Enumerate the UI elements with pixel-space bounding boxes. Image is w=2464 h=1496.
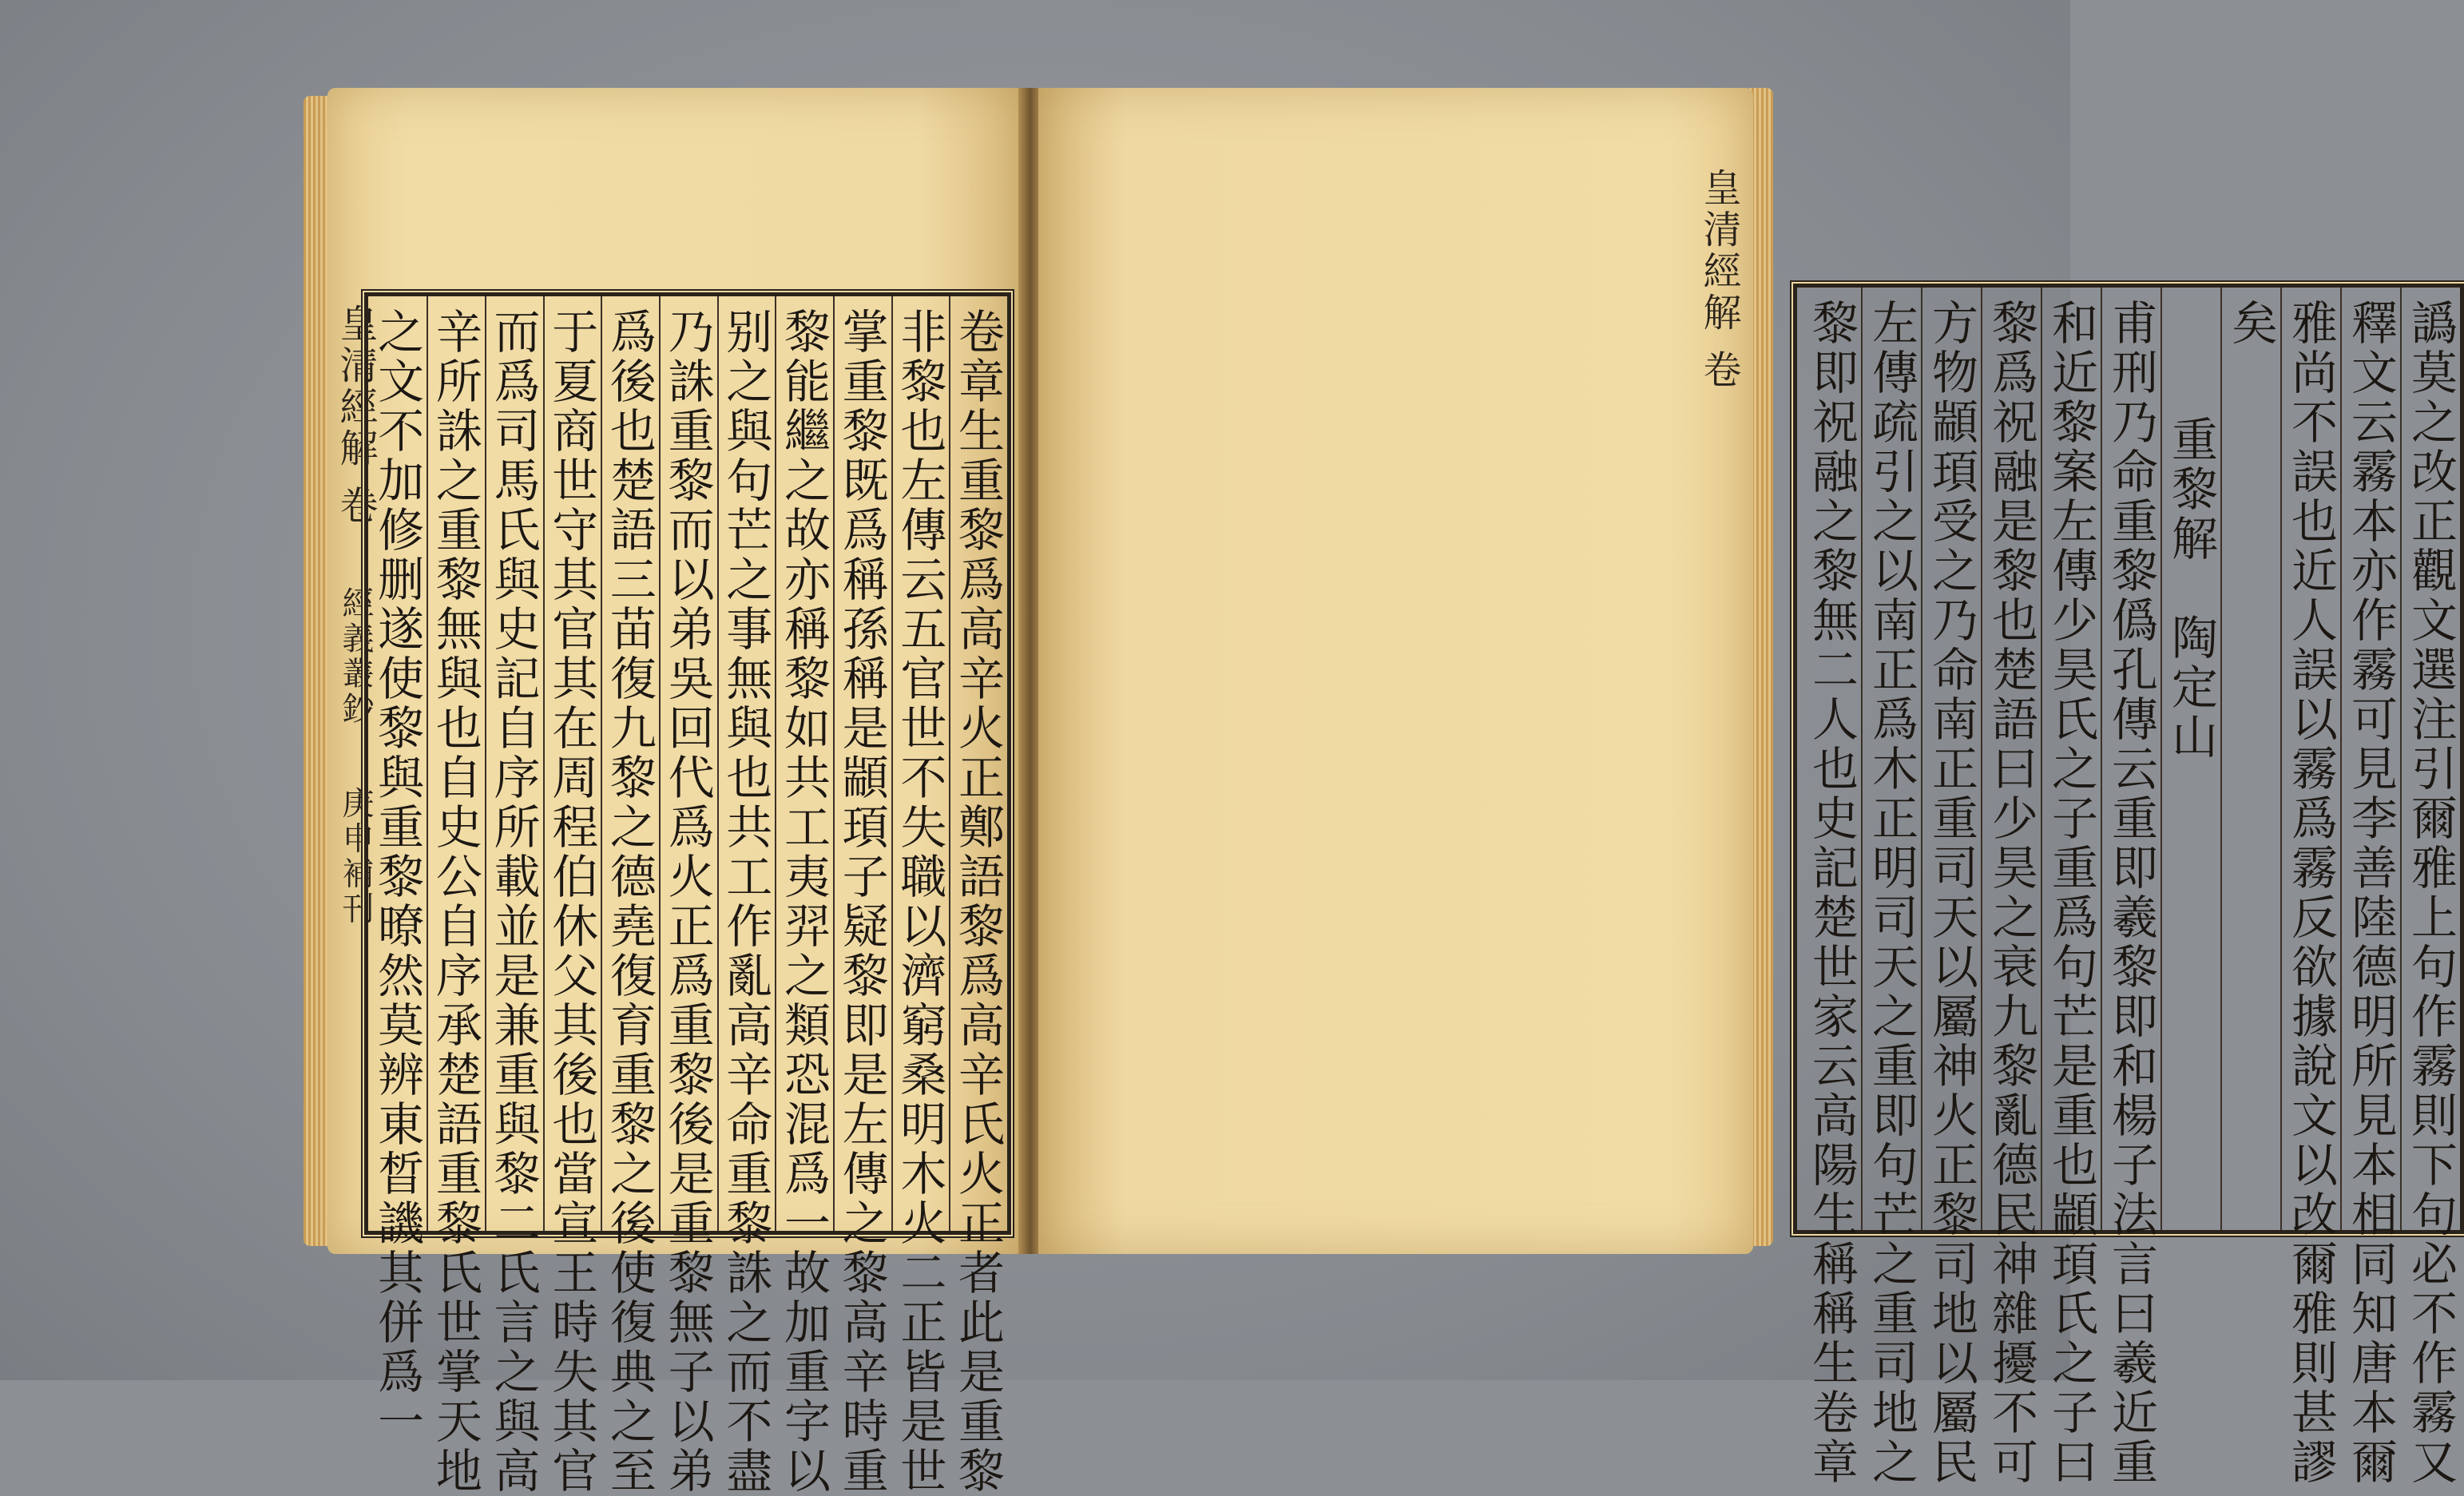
left-margin-volume: 卷 [333,485,378,527]
right-page-margin-label [1696,168,1747,583]
right-column-8: 黎爲祝融是黎也楚語曰少昊之衰九黎亂德民神雜擾不可 [1981,288,2041,1230]
left-column-8: 于夏商世守其官其在周程伯休父其後也當宣王時失其官 [543,296,601,1231]
right-column-2: 釋文云霧本亦作霧可見李善陸德明所見本相同知唐本爾 [2340,288,2400,1230]
right-column-3: 雅尚不誤也近人誤以霧爲霧反欲據說文以改爾雅則甚謬 [2280,288,2340,1230]
right-column-6: 甫刑乃命重黎僞孔傳云重即羲黎即和楊子法言曰羲近重 [2101,288,2160,1230]
left-column-10: 辛所誅之重黎無與也自史公自序承楚語重黎氏世掌天地 [427,296,485,1231]
left-text-frame [364,292,1011,1496]
right-column-11: 黎即祝融之黎無二人也史記楚世家云高陽生稱稱生卷章 [1804,299,1859,1487]
right-section-heading: 重黎解 陶定山 [2160,288,2220,1230]
left-column-3: 掌重黎既爲稱孫稱是顓頊子疑黎即是左傳之黎高辛時重 [833,296,891,1231]
left-column-5: 别之與句芒之事無與也共工作亂高辛命重黎誅之而不盡 [717,296,776,1231]
right-margin-title: 皇清經解 [1696,168,1741,334]
left-column-6: 乃誅重黎而以弟吳回代爲火正爲重黎後是重黎無子以弟 [659,296,717,1231]
right-column-4: 矣 [2220,288,2280,1230]
left-column-4: 黎能繼之故亦稱黎如共工夷羿之類恐混爲一故加重字以 [775,296,833,1231]
left-column-11: 之文不加修删遂使黎與重黎暸然莫辨東晳譏其併爲一 [370,308,425,1446]
right-column-1: 譌莫之改正觀文選注引爾雅上句作霧則下句必不作霧又 [2400,288,2460,1230]
left-column-1: 卷章生重黎爲高辛火正鄭語黎爲高辛氏火正者此是重黎 [949,296,1007,1231]
left-column-2: 非黎也左傳云五官世不失職以濟窮桑明木火二正皆是世 [891,296,950,1231]
left-margin-title: 皇清經解 [333,304,378,470]
left-text-columns [368,296,1007,1496]
left-page [327,88,1022,1496]
right-text-frame [1793,284,2464,1487]
open-book [304,80,2458,1496]
right-page [1038,88,2458,1487]
left-margin-bottom-note: 庚申補刊 [337,786,374,927]
right-column-10: 左傳疏引之以南正爲木正明司天之重即句芒之重司地之 [1861,288,1921,1230]
right-text-columns [1797,288,2460,1487]
right-margin-volume: 卷 [1696,349,1741,391]
left-column-9: 而爲司馬氏與史記自序所載並是兼重與黎二氏言之與高 [485,296,543,1231]
left-column-7: 爲後也楚語三苗復九黎之德堯復育重黎之後使復典之至 [601,296,659,1231]
left-margin-bottom-label: 經義叢鈔 [337,585,374,727]
right-column-9: 方物顓頊受之乃命南正重司天以屬神火正黎司地以屬民 [1921,288,1981,1230]
right-column-7: 和近黎案左傳少昊氏之子重爲句芒是重也顓頊氏之子曰 [2041,288,2101,1230]
